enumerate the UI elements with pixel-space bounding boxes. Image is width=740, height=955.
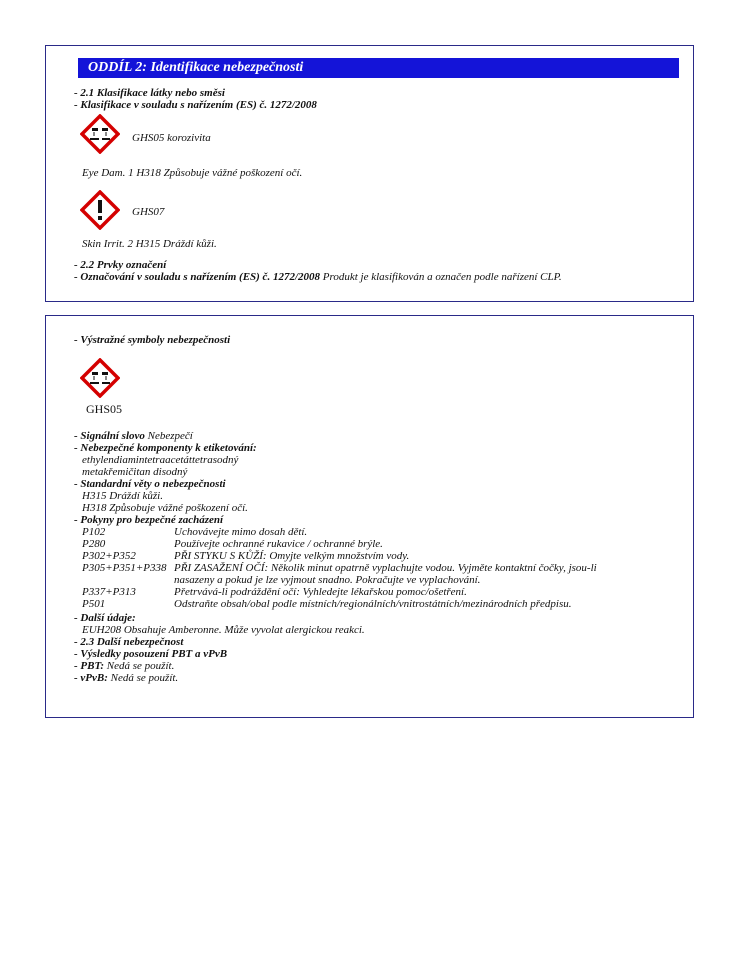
p-code: P337+P313 xyxy=(82,586,136,598)
pbt-assessment-heading: - Výsledky posouzení PBT a vPvB xyxy=(74,648,228,660)
skin-irrit-line: Skin Irrit. 2 H315 Dráždí kůži. xyxy=(82,238,217,250)
ghs05-caption: GHS05 xyxy=(86,402,123,416)
h-statement-1: H315 Dráždí kůži. xyxy=(82,490,163,502)
p-code: P501 xyxy=(82,598,106,610)
section-title: ODDÍL 2: Identifikace nebezpečnosti xyxy=(78,58,679,78)
vpvb-value: Nedá se použít. xyxy=(107,672,179,684)
euh-statement: EUH208 Obsahuje Amberonne. Může vyvolat alergickou reakci. xyxy=(82,624,365,636)
divider-tick xyxy=(682,301,694,302)
eye-dam-line: Eye Dam. 1 H318 Způsobuje vážné poškození očí. xyxy=(82,167,303,179)
p-code: P102 xyxy=(82,526,106,538)
p-code: P280 xyxy=(82,538,106,550)
other-info-heading: - Další údaje: xyxy=(74,612,136,624)
p-text: nasazeny a pokud je lze vyjmout snadno. Pokračujte ve vyplachování. xyxy=(174,574,481,586)
p-text: Přetrvává-li podráždění očí: Vyhledejte lékařskou pomoc/ošetření. xyxy=(174,586,467,598)
ghs05-label: GHS05 korozivita xyxy=(132,132,211,144)
exclamation-pictogram-icon xyxy=(80,190,120,230)
h-statement-2: H318 Způsobuje vážné poškození očí. xyxy=(82,502,248,514)
p-text: PŘI ZASAŽENÍ OČÍ: Několik minut opatrně vyplachujte vodou. Vyjměte kontaktní čočky, jsou-li xyxy=(174,562,597,574)
symbols-heading: - Výstražné symboly nebezpečnosti xyxy=(74,334,231,346)
p-code: P305+P351+P338 xyxy=(82,562,167,574)
signal-word: Nebezpečí xyxy=(144,430,193,442)
subsection-2-2: - 2.2 Prvky označení xyxy=(74,259,167,271)
ghs07-label: GHS07 xyxy=(132,206,165,218)
labelling-heading: - Označování v souladu s nařízením (ES) č. 1272/2008 xyxy=(74,271,320,283)
vpvb-label: - vPvB: xyxy=(74,672,108,684)
p-text: Odstraňte obsah/obal podle místních/regionálních/vnitrostátních/mezinárodních předpisu. xyxy=(174,598,572,610)
p-statements-heading: - Pokyny pro bezpečné zacházení xyxy=(74,514,224,526)
component-1: ethylendiamintetraacetáttetrasodný xyxy=(82,454,239,466)
p-text: Uchovávejte mimo dosah dětí. xyxy=(174,526,308,538)
pbt-label: - PBT: xyxy=(74,660,105,672)
p-text: Používejte ochranné rukavice / ochranné brýle. xyxy=(174,538,383,550)
pbt-value: Nedá se použít. xyxy=(104,660,175,672)
signal-heading: - Signální slovo xyxy=(74,430,145,442)
component-2: metakřemičitan disodný xyxy=(82,466,188,478)
labelling-text: Produkt je klasifikován a označen podle nařízení CLP. xyxy=(320,271,562,283)
p-code: P302+P352 xyxy=(82,550,136,562)
subsection-2-3: - 2.3 Další nebezpečnost xyxy=(74,636,184,648)
section-2-box xyxy=(45,45,694,302)
labelling-line xyxy=(74,271,562,283)
corrosion-pictogram-icon xyxy=(80,114,120,154)
corrosion-pictogram-icon xyxy=(80,358,120,398)
pbt-line xyxy=(74,660,174,672)
label-elements-box xyxy=(45,315,694,718)
components-heading: - Nebezpečné komponenty k etiketování: xyxy=(74,442,257,454)
vpvb-line xyxy=(74,672,178,684)
p-text: PŘI STYKU S KŮŽÍ: Omyjte velkým množstvím vody. xyxy=(174,550,410,562)
h-statements-heading: - Standardní věty o nebezpečnosti xyxy=(74,478,226,490)
classification-heading: - Klasifikace v souladu s nařízením (ES) č. 1272/2008 xyxy=(74,99,317,111)
subsection-2-1: - 2.1 Klasifikace látky nebo směsi xyxy=(74,87,225,99)
signal-line xyxy=(74,430,193,442)
